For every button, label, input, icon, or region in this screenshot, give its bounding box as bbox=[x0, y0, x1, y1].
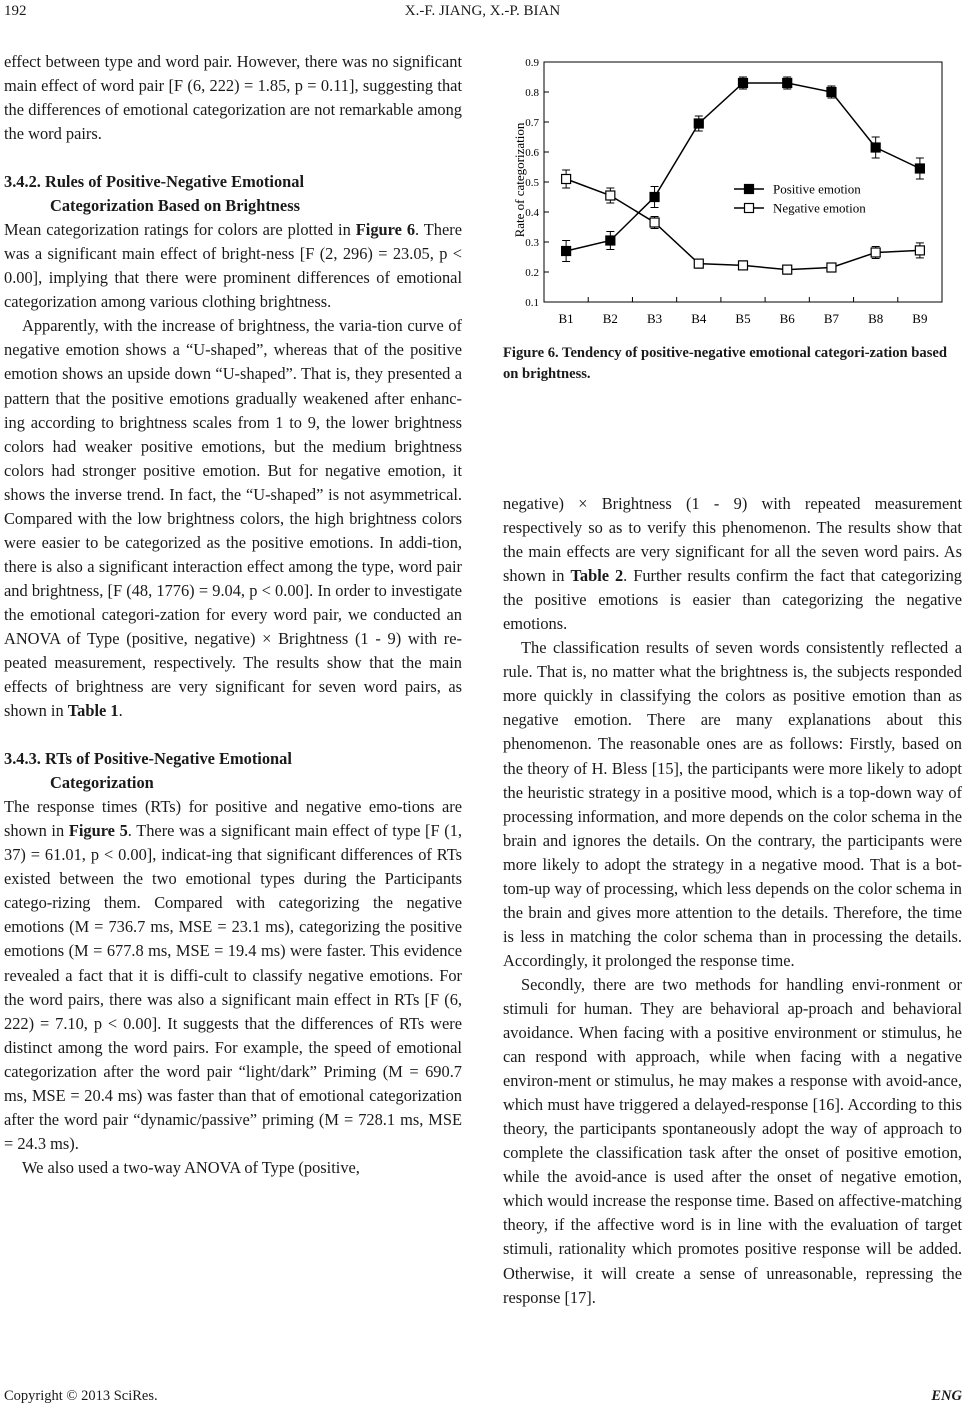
running-head: X.-F. JIANG, X.-P. BIAN bbox=[404, 3, 561, 19]
text-run: . bbox=[118, 701, 123, 721]
x-tick-label: B3 bbox=[646, 311, 663, 326]
legend-label: Negative emotion bbox=[773, 200, 866, 216]
x-tick-label: B9 bbox=[912, 311, 928, 326]
page-footer bbox=[4, 1388, 962, 1405]
y-tick-label: 0.2 bbox=[525, 267, 539, 279]
left-column bbox=[4, 50, 462, 1180]
paragraph bbox=[4, 314, 462, 723]
paragraph: effect between type and word pair. However, there was no significant main effect of word pair [F (6, 222) = 1.85, p = 0.11], suggesting that the differences of emotional categorization are not remarkable among the word pairs. bbox=[4, 52, 462, 144]
y-tick-label: 0.6 bbox=[525, 147, 539, 159]
y-tick-label: 0.9 bbox=[525, 57, 539, 69]
text-run: The response times (RTs) for positive and negative emo-tions are shown in bbox=[4, 797, 462, 841]
text-run: negative) × Brightness (1 - 9) with repeated measurement respectively so as to verify this phenomenon. The results show that the main effects are very significant for all the seven word pairs. As shown in bbox=[503, 494, 962, 586]
x-tick-label: B7 bbox=[823, 311, 840, 326]
table-reference[interactable]: Table 2 bbox=[570, 566, 624, 586]
y-tick-label: 0.4 bbox=[525, 207, 539, 219]
page-number: 192 bbox=[4, 3, 27, 19]
paragraph bbox=[4, 795, 462, 1156]
figure-reference[interactable]: Figure 6 bbox=[355, 220, 416, 240]
paragraph: Secondly, there are two methods for handling envi-ronment or stimuli for human. They are behavioral ap-proach and behavioral avoidance. When facing with a positive environment or stimulus, he can respond with approach, while when facing with a negative environ-ment or stimulus, he may makes a response with avoid-ance, which must have triggered a delayed-response [16]. According to this theory, the participants spontaneously adopt the way of approach to complete the classification task after the onset of positive emotion, while the avoid-ance is used after the onset of negative emotion, which would increase the response time. Based on affective-matching theory, if the affective word is in line with the evaluation of target stimuli, rationality which promotes positive response will be added. Otherwise, it will create a sense of unreasonable, repressing the response [17]. bbox=[503, 974, 962, 1307]
text-run: . There was a significant main effect of type [F (1, 37) = 61.01, p < 0.00], indicat-ing that significant differences of RTs existed between the two emotional types during the Participants catego-rizing them. Compared with categorizing the negative emotions (M = 736.7 ms, MSE = 23.1 ms), categorizing the positive emotions (M = 677.8 ms, MSE = 19.4 ms) were faster. This evidence revealed a fact that it is diffi-cult to classify negative emotions. For the word pairs, there was also a significant main effect in RTs [F (6, 222) = 7.10, p < 0.00]. It suggests that the differences of RTs were distinct among the word pairs. For example, the speed of emotional categorization after the word pair “light/dark” Priming (M = 690.7 ms, MSE = 20.4 ms) was faster than that of emotional categorization after the word pair “dynamic/passive” priming (M = 728.1 ms, MSE = 24.3 ms). bbox=[4, 821, 462, 1153]
y-tick-label: 0.7 bbox=[525, 117, 539, 129]
text-run: Apparently, with the increase of brightness, the varia-tion curve of negative emotion shows a “U-shaped”, whereas that of the positive emotion shows an upside down “U-shaped”. That is, they presented a pattern that the positive emotions gradually weakened after enhanc-ing according to brightness scales from 1 to 9, the lower brightness colors had weaker positive emotions, but the medium brightness colors had stronger positive emotion. But for negative emotion, it shows the inverse trend. In fact, the “U-shaped” is not asymmetrical. Compared with the low brightness colors, the high brightness colors were easier to be categorized as the positive emotions. In addi-tion, there is also a significant interaction effect among the type, word pair and brightness, [F (48, 1776) = 9.04, p < 0.00]. In order to investigate the emotional categori-zation for every word pair, we conducted an ANOVA of Type (positive, negative) × Brightness (1 - 9) with re-peated measurement, respectively. The results show that the main effects of brightness are very significant for seven word pairs, as shown in bbox=[4, 316, 462, 721]
paragraph bbox=[503, 492, 962, 636]
figure-caption: Figure 6. Tendency of positive-negative emotional categori-zation based on brightness. bbox=[503, 345, 947, 382]
figure-reference[interactable]: Figure 5 bbox=[68, 821, 128, 841]
x-tick-label: B5 bbox=[735, 311, 751, 326]
x-tick-label: B8 bbox=[868, 311, 884, 326]
text-run: . Further results confirm the fact that categorizing the positive emotions is easier than categorizing the negative emotions. bbox=[503, 566, 962, 634]
right-column bbox=[503, 50, 962, 1310]
paragraph: The classification results of seven words consistently reflected a rule. That is, no matter what the brightness is, the subjects responded more quickly in classifying the colors as positive emotion than as negative emotion. There are many explanations about this phenomenon. The reasonable ones are as follows: Firstly, based on the theory of H. Bless [15], the participants were more likely to adopt the heuristic strategy in a positive mood, which is a top-down way of processing information, and more depends on the color schema in the brain and ignores the details. On the contrary, the participants were more likely to adopt the strategy in a negative mood. That is a bot-tom-up way of processing, which less depends on the color schema in the brain and gives more attention to the details. Therefore, the time is less in matching the color schema than in processing the details. Accordingly, it prolonged the response time. bbox=[503, 638, 962, 970]
legend-label: Positive emotion bbox=[773, 181, 861, 197]
heading-line: 3.4.3. RTs of Positive-Negative Emotional bbox=[4, 749, 292, 769]
x-tick-label: B2 bbox=[602, 311, 618, 326]
y-tick-label: 0.3 bbox=[525, 237, 539, 249]
section-heading-3-4-3 bbox=[4, 747, 462, 795]
heading-line: Categorization bbox=[50, 773, 154, 793]
heading-line: 3.4.2. Rules of Positive-Negative Emotional bbox=[4, 172, 305, 192]
text-run: . There was a significant main effect of bright-ness [F (2, 296) = 23.05, p < 0.00], implying that there were prominent differences of emotional categorization among various clothing brightness. bbox=[4, 220, 462, 312]
x-tick-label: B4 bbox=[691, 311, 707, 326]
journal-abbrev: ENG bbox=[931, 1388, 962, 1404]
y-axis-label: Rate of categorization bbox=[512, 122, 527, 238]
x-tick-label: B6 bbox=[779, 311, 795, 326]
x-tick-label: B1 bbox=[558, 311, 574, 326]
section-heading-3-4-2 bbox=[4, 170, 462, 218]
heading-line: Categorization Based on Brightness bbox=[50, 196, 300, 216]
paragraph: We also used a two-way ANOVA of Type (positive, bbox=[22, 1157, 360, 1177]
page-header bbox=[0, 0, 965, 28]
table-reference[interactable]: Table 1 bbox=[67, 701, 119, 721]
y-tick-label: 0.1 bbox=[525, 297, 539, 309]
text-run: Mean categorization ratings for colors are plotted in bbox=[4, 220, 356, 240]
copyright: Copyright © 2013 SciRes. bbox=[4, 1388, 158, 1404]
paragraph bbox=[4, 218, 462, 314]
y-tick-label: 0.5 bbox=[525, 177, 539, 189]
y-tick-label: 0.8 bbox=[525, 87, 539, 99]
